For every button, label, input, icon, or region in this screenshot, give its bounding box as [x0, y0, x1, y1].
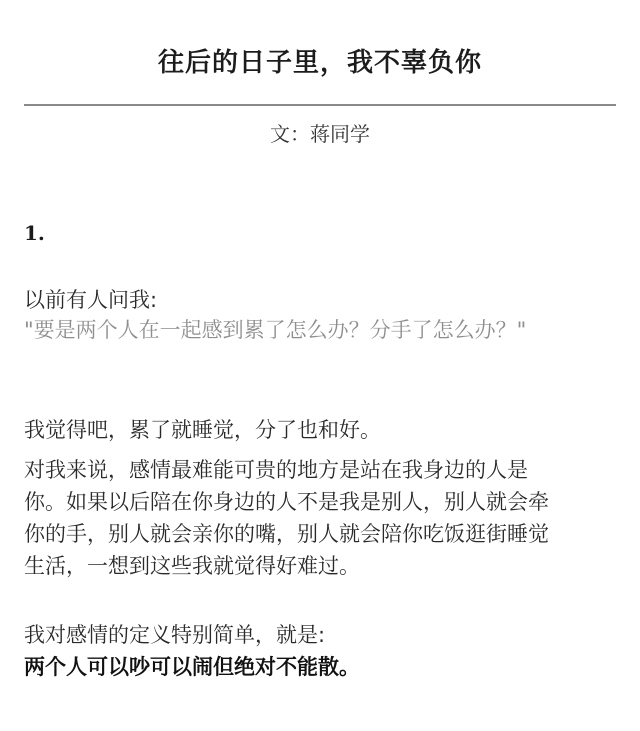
definition-line: 我对感情的定义特别简单，就是: [24, 623, 326, 647]
body-paragraph [24, 454, 624, 582]
intro-line: 以前有人问我: [24, 288, 158, 312]
question-quote: "要是两个人在一起感到累了怎么办？分手了怎么办？" [24, 318, 527, 342]
paragraph-line: 生活，一想到这些我就觉得好难过。 [24, 554, 360, 578]
paragraph-line: 你。如果以后陪在你身边的人不是我是别人，别人就会牵 [24, 490, 549, 514]
paragraph-line: 对我来说，感情最难能可贵的地方是站在我身边的人是 [24, 458, 528, 482]
article-title: 往后的日子里，我不辜负你 [157, 48, 482, 78]
section-number: 1. [24, 221, 45, 245]
title-divider [24, 104, 616, 106]
emphasis-line: 两个人可以吵可以闹但绝对不能散。 [24, 655, 360, 679]
answer-line: 我觉得吧，累了就睡觉，分了也和好。 [24, 418, 381, 442]
author-line: 文：蒋同学 [270, 122, 370, 146]
paragraph-line: 你的手，别人就会亲你的嘴，别人就会陪你吃饭逛街睡觉 [24, 522, 549, 546]
